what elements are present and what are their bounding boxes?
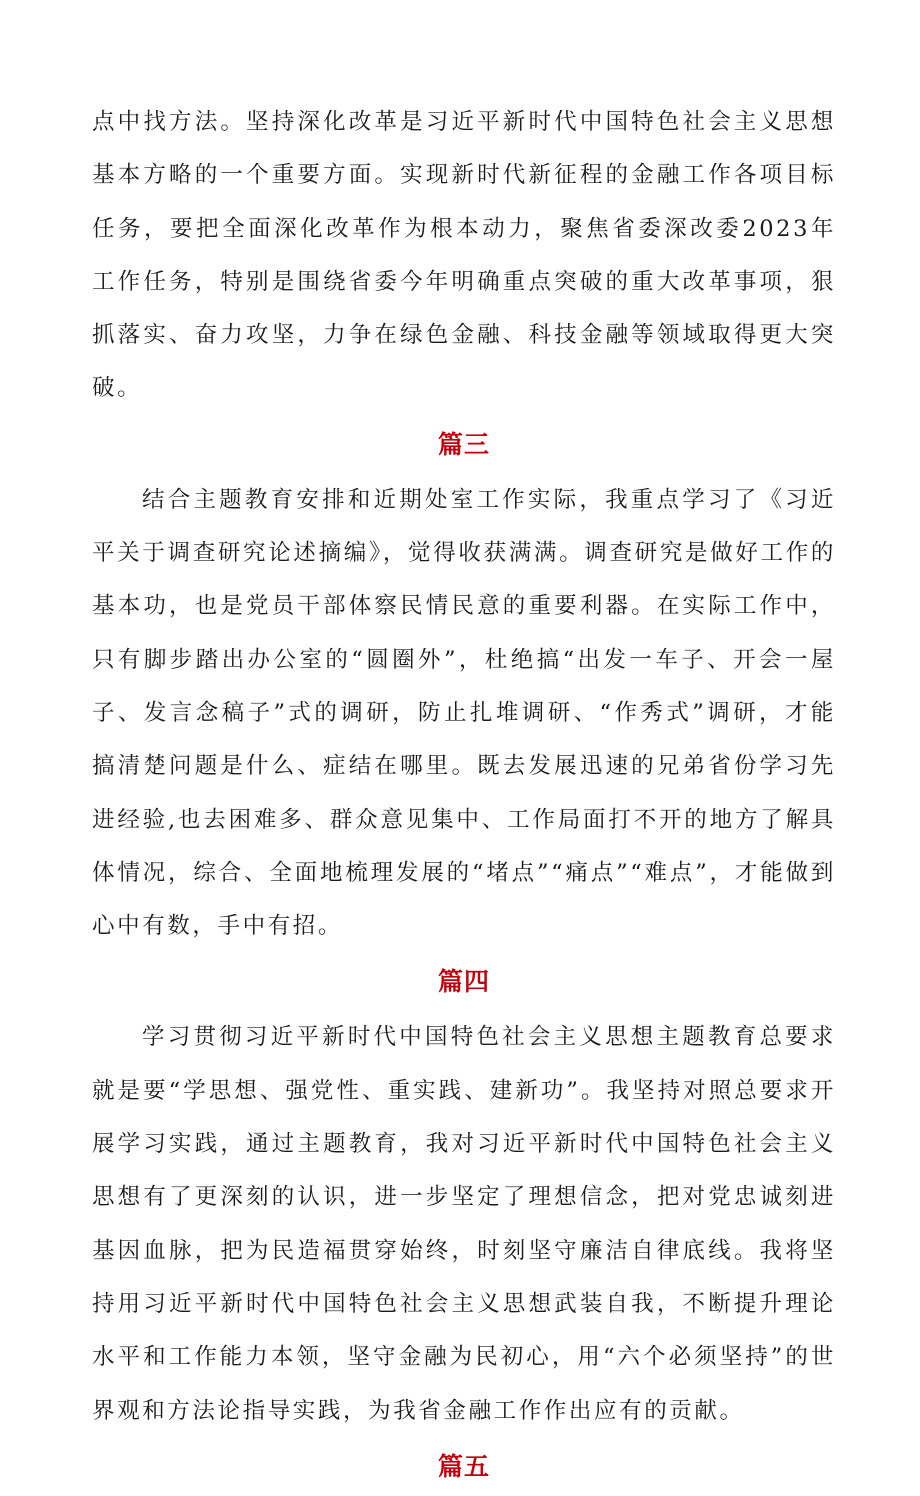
section-heading-4: 篇四 <box>437 967 490 997</box>
section-heading-3: 篇三 <box>437 429 490 459</box>
document-body <box>92 96 836 1496</box>
paragraph-continuation: 点中找方法。坚持深化改革是习近平新时代中国特色社会主义思想基本方略的一个重要方面。实现新时代新征程的金融工作各项目标任务，要把全面深化改革作为根本动力，聚焦省委深改委2023年工作任务，特别是围绕省委今年明确重点突破的重大改革事项，狠抓落实、奋力攻坚，力争在绿色金融、科技金融等领域取得更大突破。 <box>92 109 836 402</box>
paragraph-section-4: 学习贯彻习近平新时代中国特色社会主义思想主题教育总要求就是要“学思想、强党性、重实践、建新功”。我坚持对照总要求开展学习实践，通过主题教育，我对习近平新时代中国特色社会主义思想有了更深刻的认识，进一步坚定了理想信念，把对党忠诚刻进基因血脉，把为民造福贯穿始终，时刻坚守廉洁自律底线。我将坚持用习近平新时代中国特色社会主义思想武装自我，不断提升理论水平和工作能力本领，坚守金融为民初心，用“六个必须坚持”的世界观和方法论指导实践，为我省金融工作作出应有的贡献。 <box>92 1024 836 1424</box>
paragraph-section-3: 结合主题教育安排和近期处室工作实际，我重点学习了《习近平关于调查研究论述摘编》，觉得收获满满。调查研究是做好工作的基本功，也是党员干部体察民情民意的重要利器。在实际工作中，只有脚步踏出办公室的“圆圈外”，杜绝搞“出发一车子、开会一屋子、发言念稿子”式的调研，防止扎堆调研、“作秀式”调研，才能搞清楚问题是什么、症结在哪里。既去发展迅速的兄弟省份学习先进经验,也去困难多、群众意见集中、工作局面打不开的地方了解具体情况，综合、全面地梳理发展的“堵点”“痛点”“难点”，才能做到心中有数，手中有招。 <box>92 486 836 940</box>
section-heading-5: 篇五 <box>437 1451 490 1481</box>
